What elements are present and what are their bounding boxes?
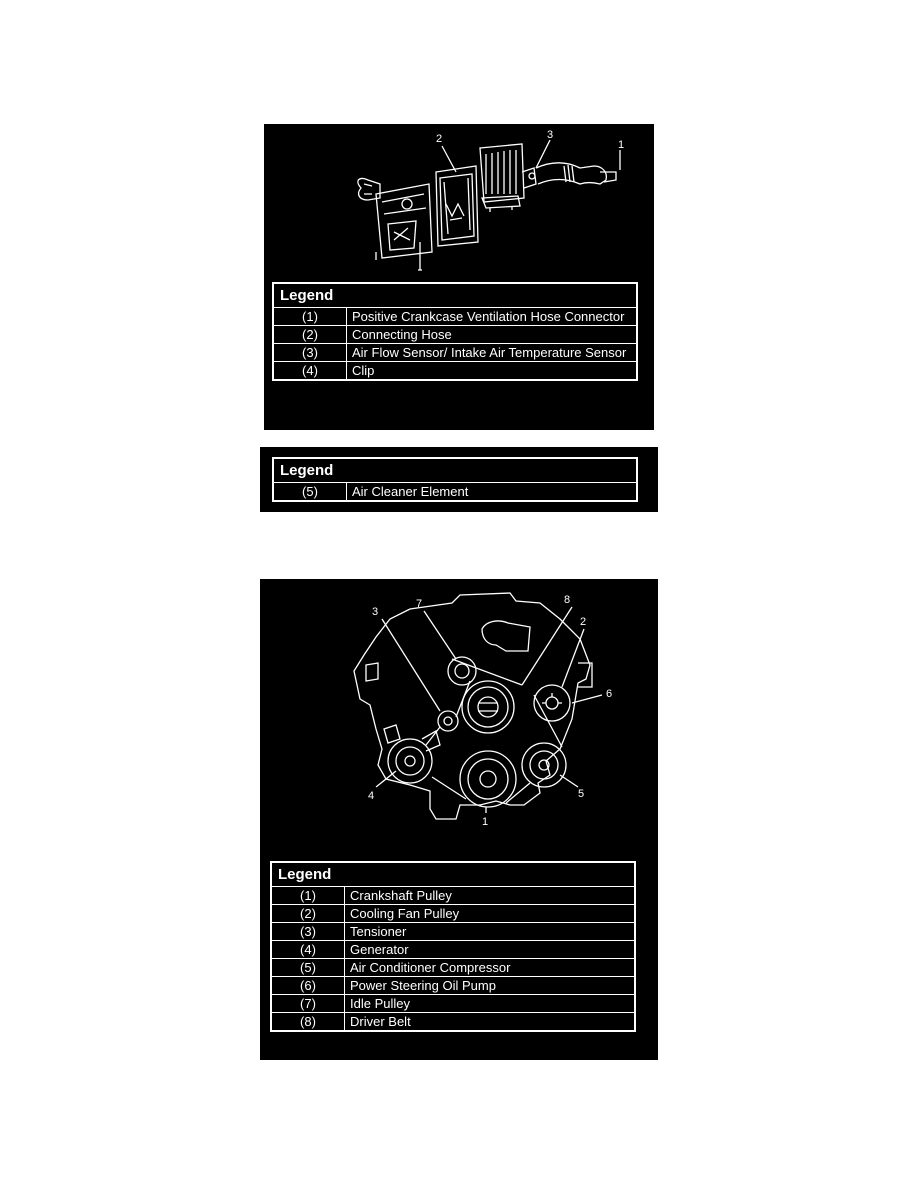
legend-table	[270, 861, 636, 1032]
legend-text: Driver Belt	[345, 1013, 636, 1032]
legend-number: (8)	[271, 1013, 345, 1032]
legend-text: Air Conditioner Compressor	[345, 959, 636, 977]
legend-number: (3)	[273, 344, 347, 362]
legend-row	[273, 483, 637, 502]
legend-row	[271, 959, 635, 977]
legend-row	[271, 887, 635, 905]
legend-row	[271, 1013, 635, 1032]
legend-title: Legend	[273, 458, 637, 483]
legend-text: Cooling Fan Pulley	[345, 905, 636, 923]
callout-4: 4	[368, 790, 375, 802]
legend-number: (5)	[271, 959, 345, 977]
legend-text: Power Steering Oil Pump	[345, 977, 636, 995]
legend-number: (4)	[273, 362, 347, 381]
legend-number: (2)	[271, 905, 345, 923]
air-intake-figure	[264, 124, 654, 430]
legend-row	[273, 362, 637, 381]
legend-text: Positive Crankcase Ventilation Hose Connector	[347, 308, 638, 326]
legend-text: Air Flow Sensor/ Intake Air Temperature Sensor	[347, 344, 638, 362]
legend-table	[272, 457, 638, 502]
legend-number: (5)	[273, 483, 347, 502]
legend-text: Clip	[347, 362, 638, 381]
legend-row	[273, 326, 637, 344]
legend-number: (2)	[273, 326, 347, 344]
air-intake-diagram	[264, 124, 654, 284]
legend-text: Connecting Hose	[347, 326, 638, 344]
legend-number: (6)	[271, 977, 345, 995]
callout-2: 2	[436, 133, 443, 145]
legend-title: Legend	[273, 283, 637, 308]
legend-number: (1)	[273, 308, 347, 326]
callout-7: 7	[416, 598, 423, 610]
legend-row	[271, 905, 635, 923]
callout-6: 6	[606, 688, 613, 700]
drive-belt-figure	[260, 579, 658, 1060]
drive-belt-diagram	[260, 579, 658, 859]
callout-5: 5	[578, 788, 585, 800]
callout-3: 3	[372, 606, 379, 618]
callout-2: 2	[580, 616, 587, 628]
legend-text: Generator	[345, 941, 636, 959]
callout-1: 1	[618, 139, 625, 151]
legend-row	[271, 995, 635, 1013]
legend-number: (1)	[271, 887, 345, 905]
legend-number: (7)	[271, 995, 345, 1013]
legend-row	[273, 344, 637, 362]
legend-number: (3)	[271, 923, 345, 941]
legend-row	[271, 941, 635, 959]
callout-8: 8	[564, 594, 571, 606]
legend-text: Tensioner	[345, 923, 636, 941]
callout-3: 3	[547, 129, 554, 141]
legend-text: Crankshaft Pulley	[345, 887, 636, 905]
legend-text: Idle Pulley	[345, 995, 636, 1013]
legend-number: (4)	[271, 941, 345, 959]
air-cleaner-element-legend-panel	[260, 447, 658, 512]
legend-row	[271, 977, 635, 995]
legend-row	[273, 308, 637, 326]
callout-1: 1	[482, 816, 489, 828]
legend-table	[272, 282, 638, 381]
legend-row	[271, 923, 635, 941]
legend-text: Air Cleaner Element	[347, 483, 638, 502]
legend-title: Legend	[271, 862, 635, 887]
